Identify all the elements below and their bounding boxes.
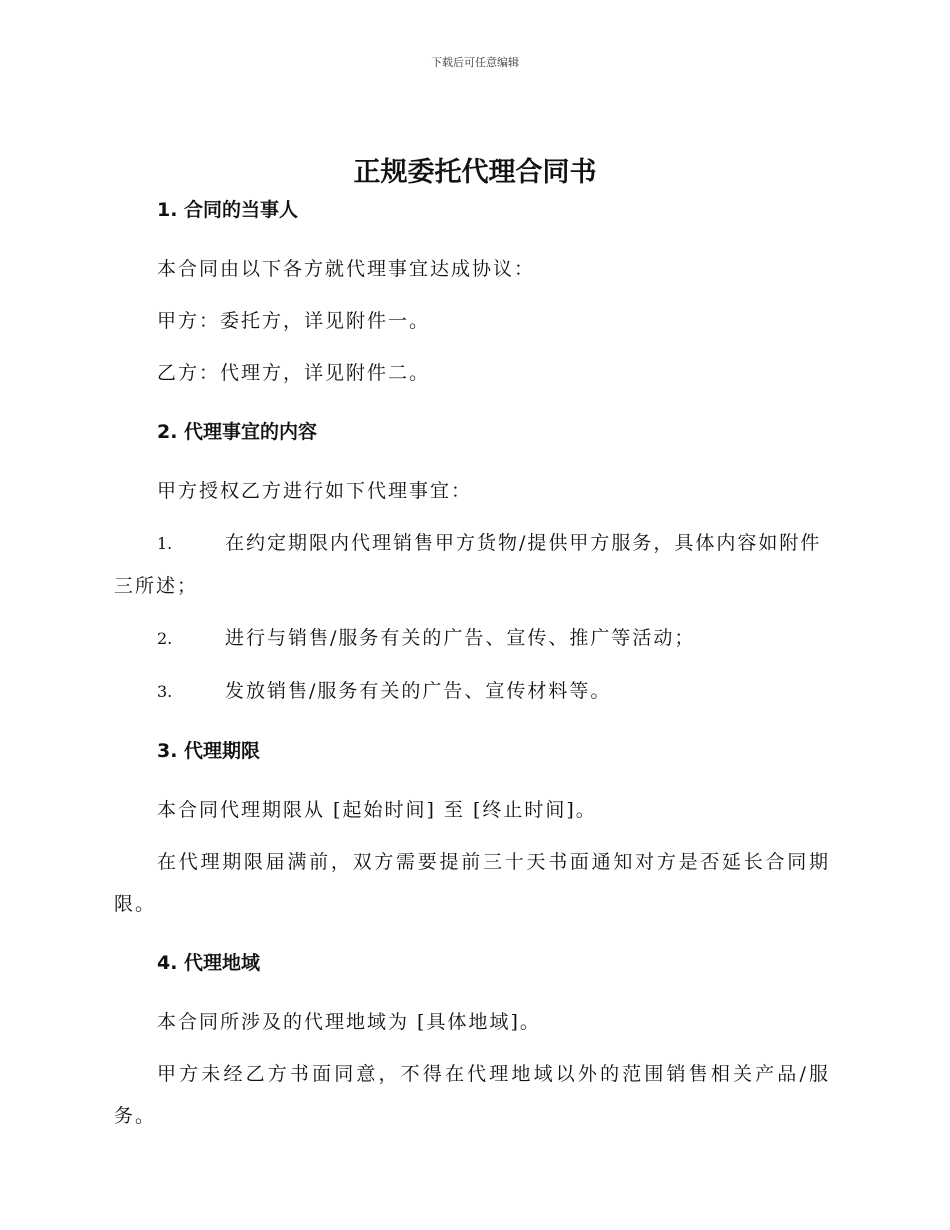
section-heading: 1. 合同的当事人 xyxy=(157,199,299,221)
section-heading: 2. 代理事宜的内容 xyxy=(157,421,318,443)
paragraph: 本合同由以下各方就代理事宜达成协议： xyxy=(157,258,536,280)
list-item-text: 在约定期限内代理销售甲方货物/提供甲方服务，具体内容如附件三所述； xyxy=(114,532,822,597)
paragraph: 本合同所涉及的代理地域为 [具体地域]。 xyxy=(157,1011,541,1033)
section-heading: 3. 代理期限 xyxy=(157,740,261,762)
paragraph: 甲方未经乙方书面同意，不得在代理地域以外的范围销售相关产品/服务。 xyxy=(114,1063,830,1127)
paragraph: 乙方：代理方，详见附件二。 xyxy=(157,362,431,384)
paragraph: 甲方：委托方，详见附件一。 xyxy=(157,310,431,332)
list-number: 2. xyxy=(157,629,173,648)
paragraph: 本合同代理期限从 [起始时间] 至 [终止时间]。 xyxy=(157,799,597,821)
paragraph: 甲方授权乙方进行如下代理事宜： xyxy=(157,480,473,502)
document-title: 正规委托代理合同书 xyxy=(353,157,597,188)
section-heading: 4. 代理地域 xyxy=(157,952,261,974)
list-item-text: 发放销售/服务有关的广告、宣传材料等。 xyxy=(225,680,612,702)
document-body xyxy=(114,196,830,1137)
list-number: 1. xyxy=(157,534,173,553)
list-item xyxy=(114,522,830,607)
list-item-text: 进行与销售/服务有关的广告、宣传、推广等活动； xyxy=(225,627,696,649)
list-item xyxy=(114,670,830,713)
list-item xyxy=(114,617,830,660)
page-header-note: 下载后可任意编辑 xyxy=(431,56,519,69)
paragraph: 在代理期限届满前，双方需要提前三十天书面通知对方是否延长合同期限。 xyxy=(114,851,830,915)
list-number: 3. xyxy=(157,682,173,701)
